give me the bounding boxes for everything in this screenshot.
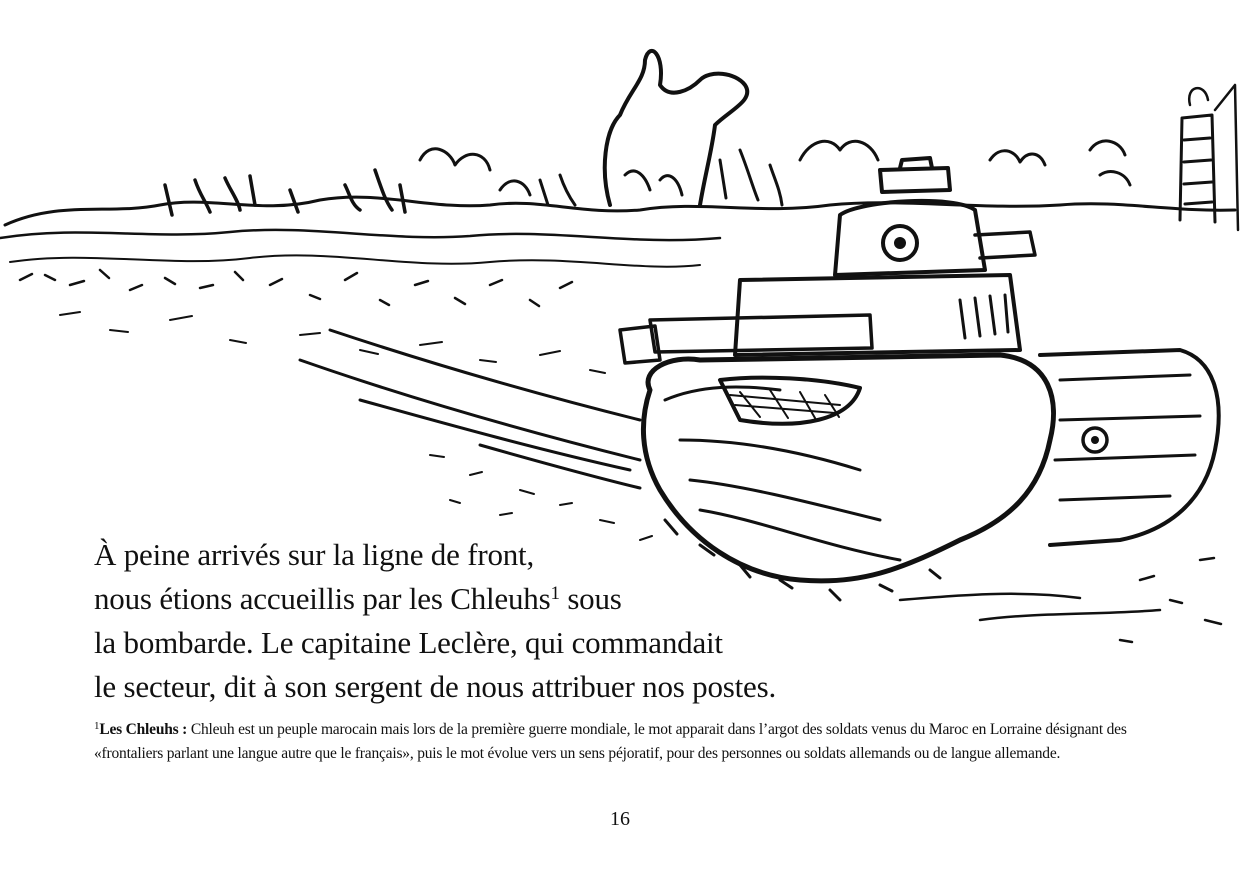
footnote-reference: 1 <box>550 583 560 604</box>
narration-line-part: nous étions accueillis par les Chleuhs <box>94 581 551 616</box>
footnote-body: Chleuh est un peuple marocain mais lors de la première guerre mondiale, le mot apparait dans l’argot des soldats venus du Maroc en Lorraine désignant des «frontaliers parlant une langue autre que le français», puis le mot évolue vers un sens péjoratif, pour des personnes ou soldats allemands ou de langue allemande. <box>94 721 1127 762</box>
narration-line: le secteur, dit à son sergent de nous attribuer nos postes. <box>94 669 777 704</box>
narration-text <box>94 533 954 709</box>
narration-line: la bombarde. Le capitaine Leclère, qui commandait <box>94 625 723 660</box>
narration-line <box>94 577 954 621</box>
footnote-term: Les Chleuhs : <box>99 721 188 738</box>
footnote-marker: 1 <box>94 720 100 732</box>
footnote <box>94 718 1154 766</box>
page-number: 16 <box>610 808 630 830</box>
narration-line: À peine arrivés sur la ligne de front, <box>94 537 535 572</box>
narration-line-part: sous <box>559 581 622 616</box>
